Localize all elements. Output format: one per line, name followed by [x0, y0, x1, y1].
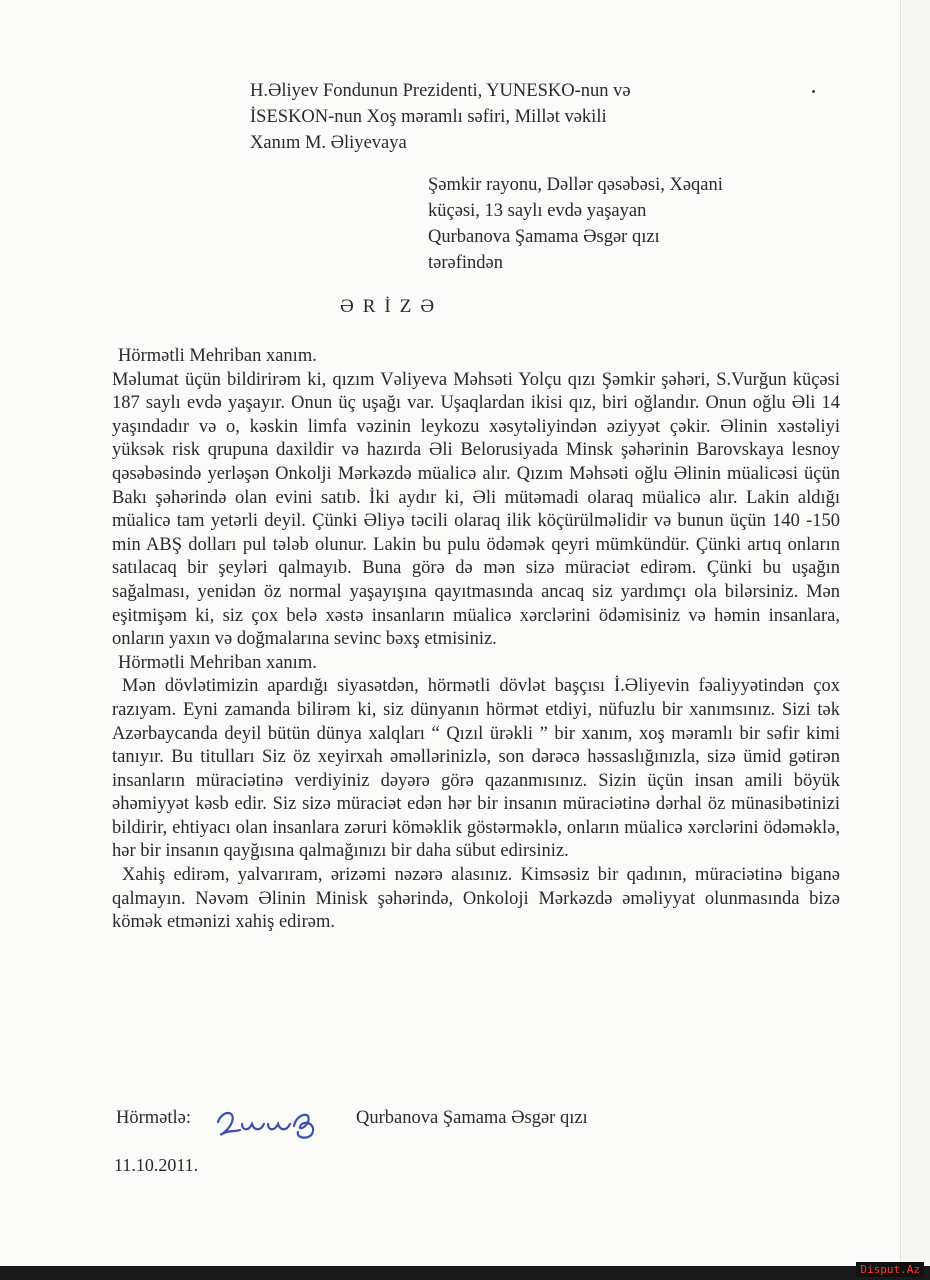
- letter-date: 11.10.2011.: [114, 1155, 199, 1175]
- addressee-line: İSESKON-nun Xoş məramlı səfiri, Millət vəkili: [250, 107, 607, 127]
- greeting: Hörmətli Mehriban xanım.: [118, 652, 317, 673]
- sender-line: Qurbanova Şamama Əsgər qızı: [428, 227, 660, 247]
- document-title: ƏRİZƏ: [340, 296, 444, 317]
- scan-bottom-edge: [0, 1266, 930, 1280]
- greeting: Hörmətli Mehriban xanım.: [118, 346, 317, 366]
- sender-line: küçəsi, 13 saylı evdə yaşayan: [428, 201, 647, 221]
- stray-mark: [812, 90, 815, 93]
- body-paragraph: Xahiş edirəm, yalvarıram, ərizəmi nəzərə alasınız. Kimsəsiz bir qadının, müraciətinə biganə qalmayın. Nəvəm Əlinin Minisk şəhərində, Onkoloji Mərkəzdə əməliyyat olunmasında bizə kömək etmənizi xahiş edirəm.: [112, 865, 840, 933]
- addressee-block: [250, 78, 631, 156]
- sender-line: Şəmkir rayonu, Dəllər qəsəbəsi, Xəqani: [428, 175, 723, 195]
- sender-line: tərəfindən: [428, 253, 503, 273]
- letter-body: [112, 345, 840, 935]
- addressee-line: Xanım M. Əliyevaya: [250, 133, 407, 153]
- closing-label: Hörmətlə:: [116, 1108, 192, 1128]
- handwritten-signature: [212, 1100, 332, 1144]
- body-paragraph: Məlumat üçün bildirirəm ki, qızım Vəliyeva Məhsəti Yolçu qızı Şəmkir şəhəri, S.Vurğun küçəsi 187 saylı evdə yaşayır. Onun üç uşağı var. Uşaqlardan ikisi qız, biri oğlandır. Onun oğlu Əli 14 yaşındadır və o, kəskin limfa vəzinin leykozu xəsytəliyindən əziyyət çəkir. Əlinin xəstəliyi yüksək risk qrupuna daxildir və hazırda Əli Belorusiyada Minsk şəhərinin Barovskaya lesnoy qəsəbəsində yerləşən Onkolji Mərkəzdə müalicə alır. Qızım Məhsəti oğlu Əlinin müalicəsi üçün Bakı şəhərində olan evini satıb. İki aydır ki, Əli mütəmadi olaraq müalicə alır. Lakin aldığı müalicə tam yetərli deyil. Çünki Əliyə təcili olaraq ilik köçürülməlidir və bunun üçün 140 -150 min ABŞ dolları pul tələb olunur. Lakin bu pulu ödəmək qeyri mümkündür. Çünki artıq onların satılacaq bir şeyləri qalmayıb. Buna görə də mən sizə müraciət edirəm. Çünki bu uşağın sağalması, yenidən öz normal yaşayışına qayıtmasında ancaq siz yardımçı ola bilərsiniz. Mən eşitmişəm ki, siz çox belə xəstə insanların müalicə xərclərini ödəmisiniz və həmin insanlara, onların yaxın və doğmalarına sevinc bəxş etmisiniz.: [112, 369, 840, 650]
- addressee-line: H.Əliyev Fondunun Prezidenti, YUNESKO-nun və: [250, 81, 631, 101]
- body-paragraph: Mən dövlətimizin apardığı siyasətdən, hörmətli dövlət başçısı İ.Əliyevin fəaliyyətindən çox razıyam. Eyni zamanda bilirəm ki, siz dünyanın hörmət etdiyi, nüfuzlu bir xanımsınız. Sizi tək Azərbaycanda deyil bütün dünya xalqları “ Qızıl ürəkli ” bir xanım, xoş məramlı bir səfir kimi tanıyır. Bu titulları Siz öz xeyirxah əməllərinizlə, son dərəcə həssaslığınızla, sizə ümid gətirən insanların müraciətinə verdiyiniz dəyərə görə qazanmısınız. Sizin üçün insan amili böyük əhəmiyyət kəsb edir. Siz sizə müraciət edən hər bir insanın müraciətinə dərhal öz münasibətinizi bildirir, ehtiyacı olan insanlara zəruri köməklik göstərməklə, onların müalicə xərclərini ödəməklə, hər bir insanın qayğısına qalmağınızı bir daha sübut edirsiniz.: [112, 676, 840, 862]
- signer-name: Qurbanova Şamama Əsgər qızı: [356, 1108, 588, 1128]
- sender-block: [428, 172, 723, 276]
- closing-block: [116, 1108, 588, 1129]
- site-watermark: Disput.Az: [856, 1262, 924, 1277]
